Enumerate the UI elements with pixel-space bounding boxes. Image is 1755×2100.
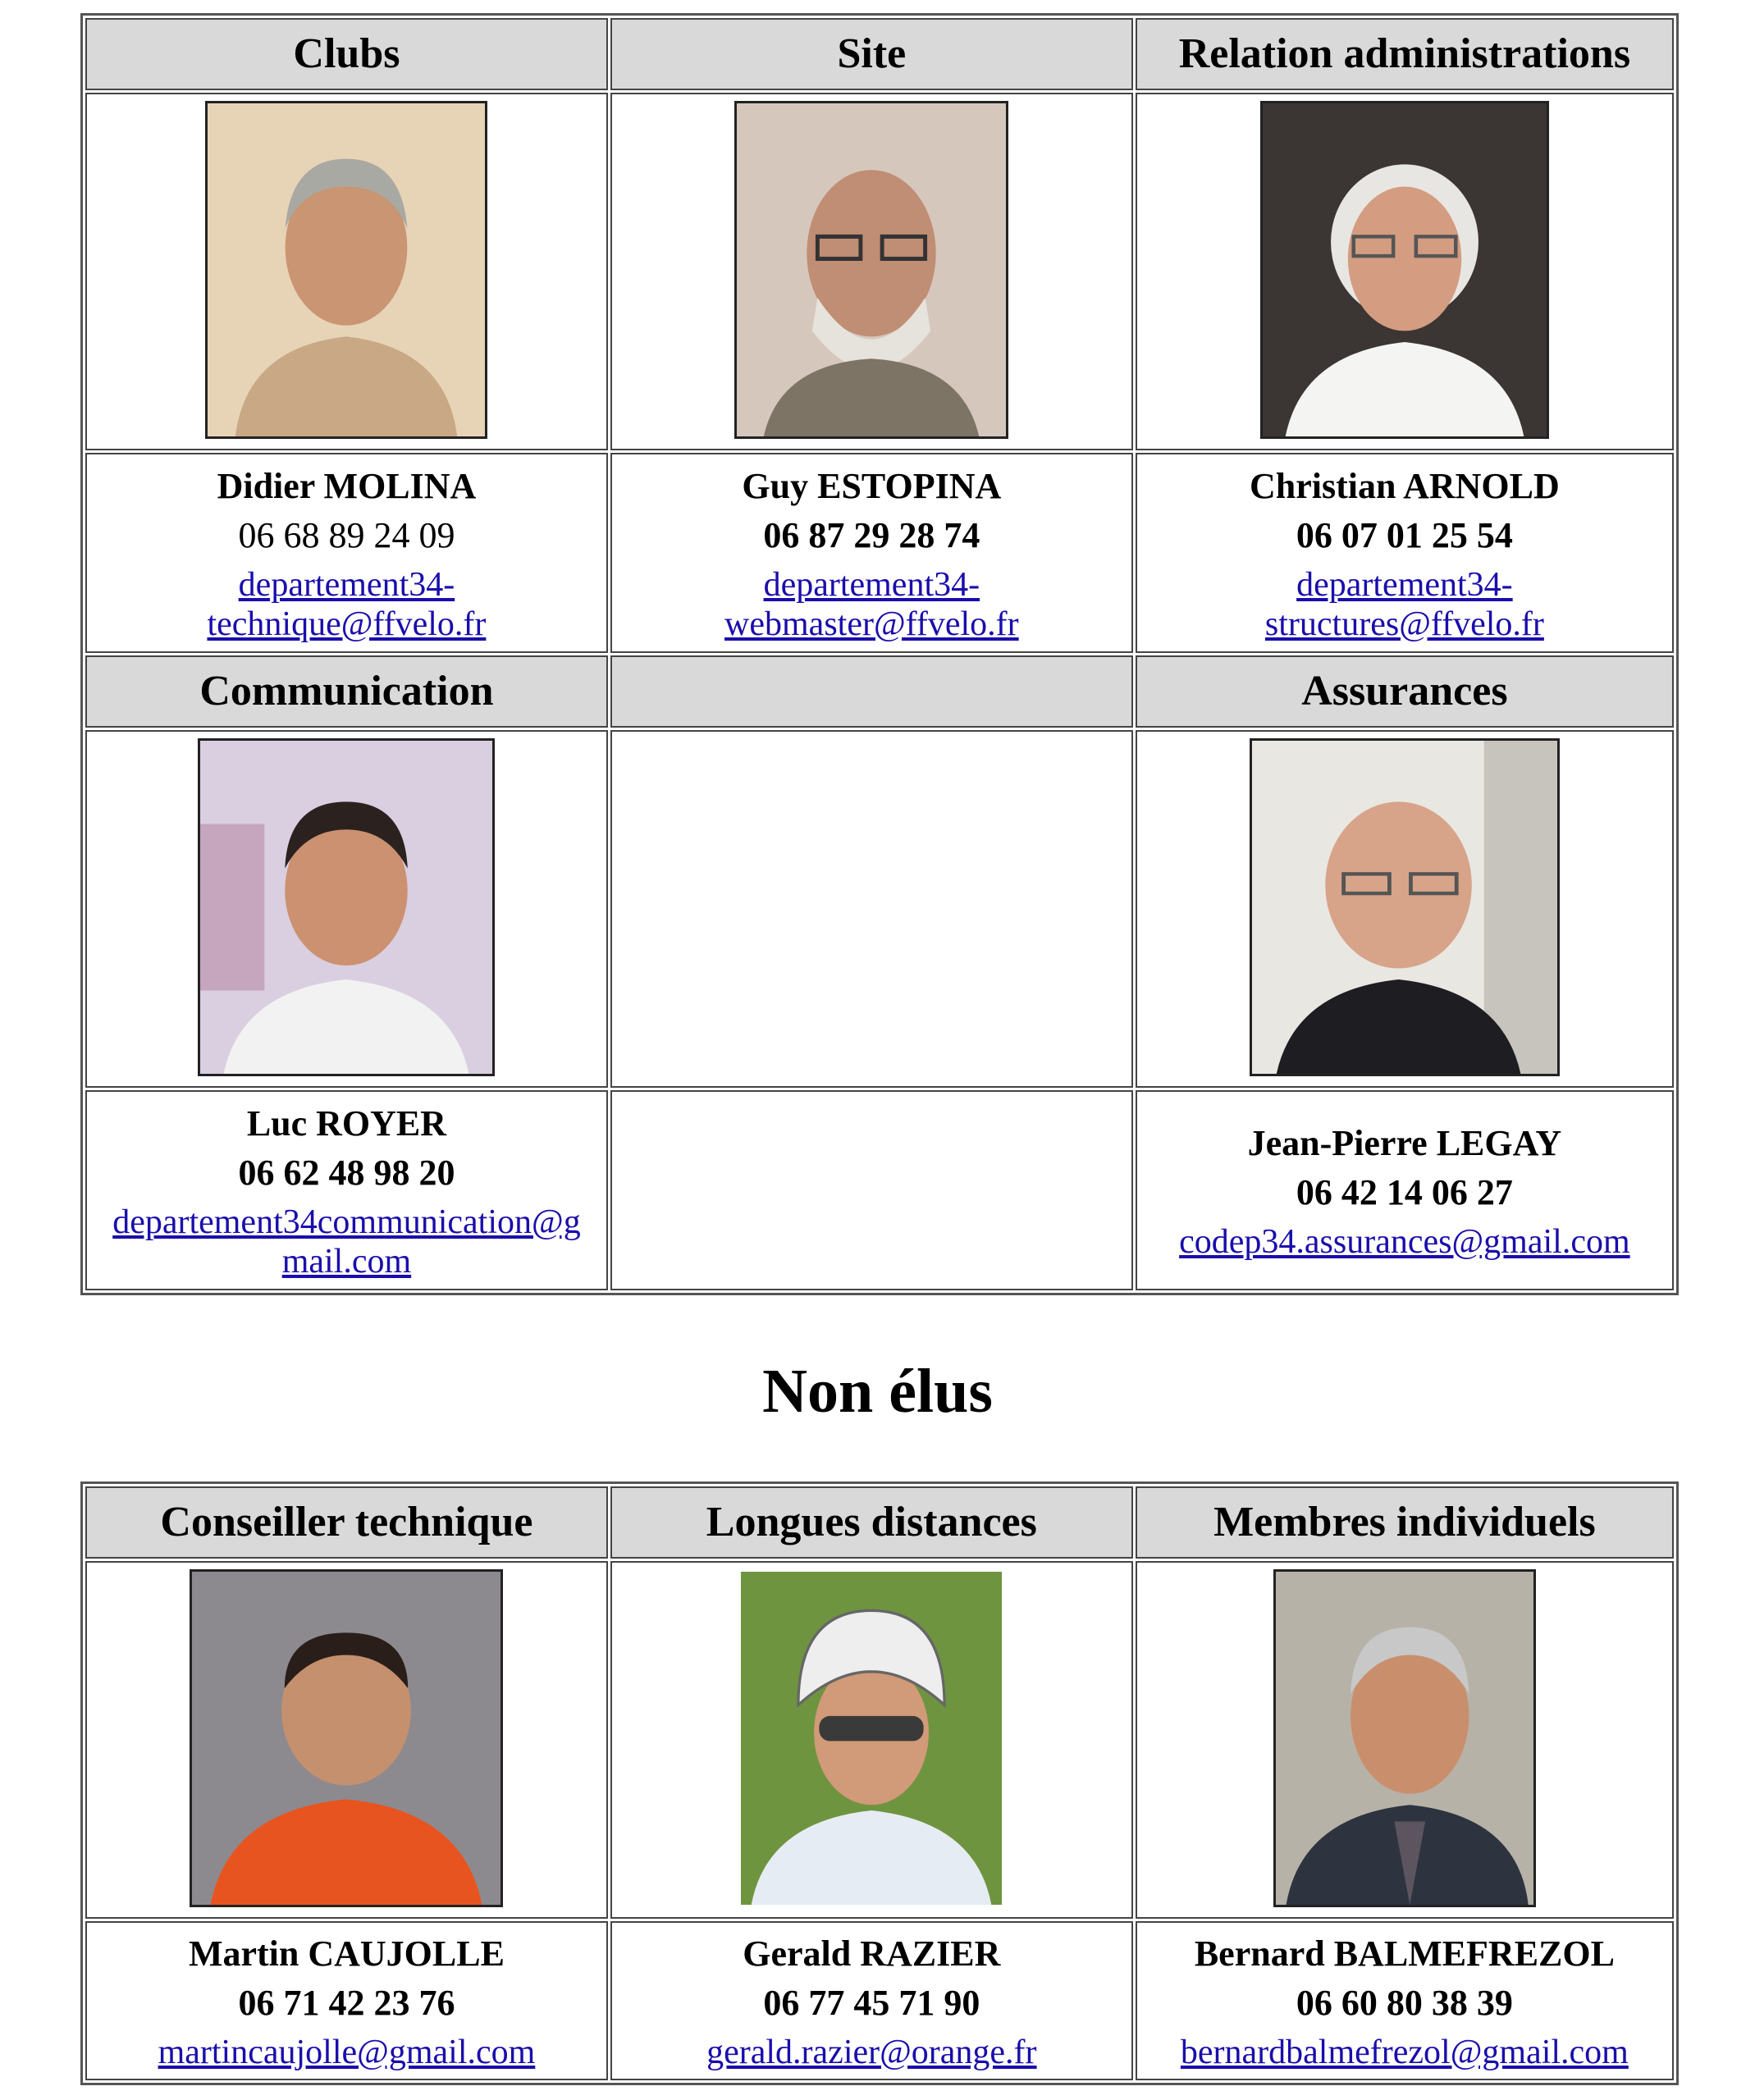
contact-card <box>610 1921 1133 2080</box>
email-line: departement34- <box>238 566 455 604</box>
person-name: Luc ROYER <box>246 1103 447 1144</box>
person-name: Bernard BALMEFREZOL <box>1194 1933 1615 1974</box>
email-link[interactable] <box>612 565 1131 644</box>
header-row <box>85 18 1674 90</box>
header-site: Site <box>610 18 1133 90</box>
header-clubs: Clubs <box>85 18 608 90</box>
photo-cell <box>1136 730 1674 1088</box>
person-name: Gerald RAZIER <box>743 1933 1001 1974</box>
portrait-photo-balmefrezol <box>1273 1569 1536 1907</box>
empty-cell <box>610 730 1133 1088</box>
person-name: Didier MOLINA <box>217 466 477 506</box>
info-row <box>85 453 1674 653</box>
photo-cell <box>610 1561 1133 1919</box>
email-line: departement34- <box>1296 566 1513 604</box>
portrait-photo-arnold <box>1260 101 1549 439</box>
header-conseiller-technique: Conseiller technique <box>85 1486 608 1559</box>
elected-members-table <box>80 13 1679 1295</box>
person-name: Christian ARNOLD <box>1250 466 1560 506</box>
phone-number: 06 07 01 25 54 <box>1296 515 1513 555</box>
header-row <box>85 655 1674 728</box>
contact-card <box>85 453 608 653</box>
photo-cell <box>85 1561 608 1919</box>
header-assurances: Assurances <box>1136 655 1674 728</box>
phone-number: 06 71 42 23 76 <box>238 1983 455 2023</box>
contact-card <box>85 1090 608 1290</box>
portrait-photo-estopina <box>734 101 1008 439</box>
photo-row <box>85 1561 1674 1919</box>
phone-number: 06 68 89 24 09 <box>238 515 455 555</box>
email-line: departement34communication@g <box>112 1203 581 1241</box>
person-name: Guy ESTOPINA <box>742 466 1002 506</box>
email-link[interactable]: martincaujolle@gmail.com <box>158 2034 536 2071</box>
info-row <box>85 1921 1674 2080</box>
empty-cell <box>610 1090 1133 1290</box>
email-line: technique@ffvelo.fr <box>207 605 487 643</box>
header-row <box>85 1486 1674 1559</box>
contact-card <box>610 453 1133 653</box>
person-name: Jean-Pierre LEGAY <box>1247 1123 1562 1163</box>
photo-row <box>85 730 1674 1088</box>
email-link[interactable] <box>87 565 606 644</box>
email-line: mail.com <box>281 1243 412 1281</box>
portrait-photo-legay <box>1250 738 1560 1076</box>
email-line: codep34.assurances@gmail.com <box>1179 1223 1630 1261</box>
phone-number: 06 87 29 28 74 <box>763 515 980 555</box>
portrait-photo-molina <box>205 101 487 439</box>
photo-cell <box>1136 1561 1674 1919</box>
phone-number: 06 60 80 38 39 <box>1296 1983 1513 2023</box>
email-link[interactable] <box>1137 565 1672 644</box>
section-title-non-elus: Non élus <box>762 1357 993 1426</box>
photo-cell <box>1136 93 1674 450</box>
email-line: departement34- <box>763 566 980 604</box>
header-longues-distances: Longues distances <box>610 1486 1133 1559</box>
email-link[interactable]: gerald.razier@orange.fr <box>706 2034 1037 2071</box>
contact-card <box>85 1921 608 2080</box>
phone-number: 06 62 48 98 20 <box>238 1153 455 1193</box>
contact-card <box>1136 453 1674 653</box>
header-membres-individuels: Membres individuels <box>1136 1486 1674 1559</box>
email-link[interactable] <box>1137 1222 1672 1262</box>
email-line: structures@ffvelo.fr <box>1264 605 1544 643</box>
portrait-photo-caujolle <box>190 1569 503 1907</box>
header-relation-administrations: Relation administrations <box>1136 18 1674 90</box>
email-link[interactable]: bernardbalmefrezol@gmail.com <box>1180 2034 1629 2071</box>
header-communication: Communication <box>85 655 608 728</box>
phone-number: 06 42 14 06 27 <box>1296 1172 1513 1212</box>
photo-row <box>85 93 1674 450</box>
contact-card <box>1136 1090 1674 1290</box>
non-elected-members-table <box>80 1481 1679 2085</box>
header-empty <box>610 655 1133 728</box>
photo-cell <box>85 93 608 450</box>
photo-cell <box>610 93 1133 450</box>
person-name: Martin CAUJOLLE <box>188 1933 505 1974</box>
portrait-photo-razier <box>738 1569 1004 1907</box>
photo-cell <box>85 730 608 1088</box>
info-row <box>85 1090 1674 1290</box>
phone-number: 06 77 45 71 90 <box>763 1983 980 2023</box>
portrait-photo-royer <box>198 738 495 1076</box>
email-line: webmaster@ffvelo.fr <box>724 605 1019 643</box>
contact-card <box>1136 1921 1674 2080</box>
email-link[interactable] <box>87 1203 606 1281</box>
